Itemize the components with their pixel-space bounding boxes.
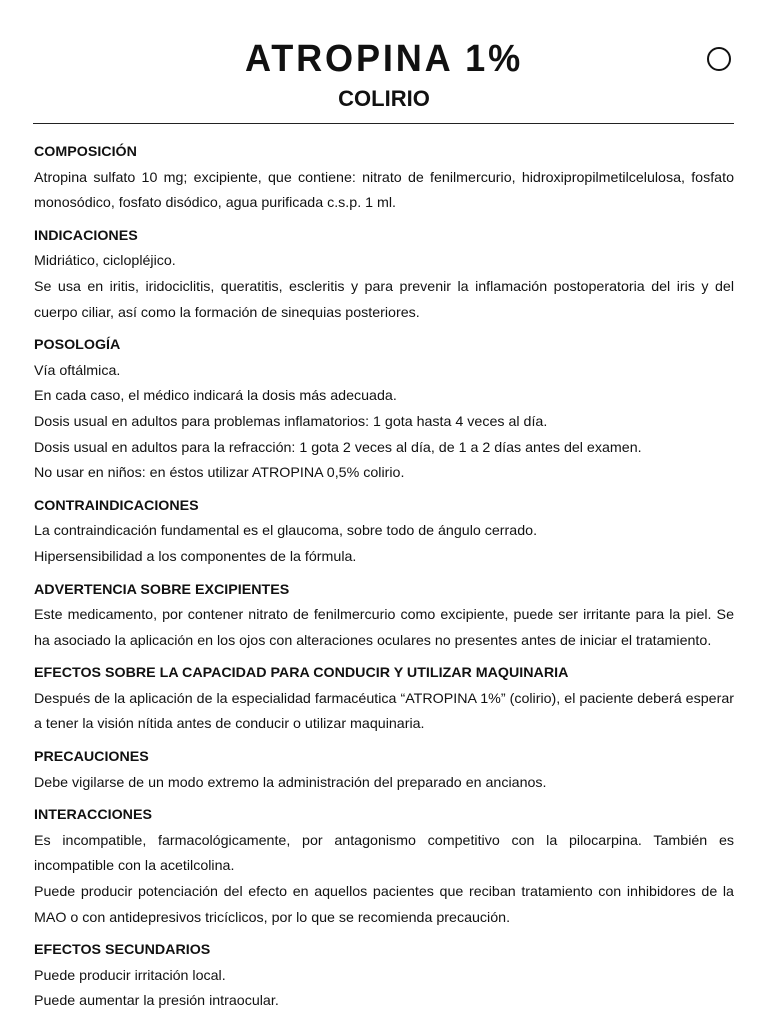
section-paragraph: Se usa en iritis, iridociclitis, queratitis, escleritis y para prevenir la inflamación postoperatoria del iris y del cuerpo ciliar, así como la formación de sinequias posteriores. (34, 278, 734, 321)
section-title: INDICACIONES (34, 227, 138, 244)
section-composicion (34, 140, 734, 217)
section-precauciones (34, 745, 734, 796)
circle-mark-icon (707, 47, 731, 71)
header-divider (33, 123, 734, 124)
section-paragraph: La contraindicación fundamental es el glaucoma, sobre todo de ángulo cerrado. (34, 523, 538, 540)
section-title: CONTRAINDICACIONES (34, 497, 199, 514)
section-title: EFECTOS SECUNDARIOS (34, 942, 211, 959)
leaflet-header (0, 36, 768, 113)
section-paragraph: Vía oftálmica. (34, 362, 121, 379)
section-title: PRECAUCIONES (34, 749, 149, 766)
section-conducir-maquinaria (34, 661, 734, 738)
section-advertencia-excipientes (34, 578, 734, 655)
section-paragraph: Midriático, ciclopléjico. (34, 253, 176, 270)
section-paragraph: Dosis usual en adultos para la refracción: 1 gota 2 veces al día, de 1 a 2 días antes del examen. (34, 439, 642, 456)
section-indicaciones (34, 224, 734, 326)
section-title: INTERACCIONES (34, 807, 152, 824)
section-paragraph: No usar en niños: en éstos utilizar ATROPINA 0,5% colirio. (34, 465, 405, 482)
section-paragraph: Después de la aplicación de la especialidad farmacéutica “ATROPINA 1%” (colirio), el paciente deberá esperar a tener la visión nítida antes de conducir o utilizar maquinaria. (34, 690, 734, 733)
leaflet-body (34, 140, 734, 1015)
section-paragraph: Dosis usual en adultos para problemas inflamatorios: 1 gota hasta 4 veces al día. (34, 413, 548, 430)
section-paragraph: Puede aumentar la presión intraocular. (34, 993, 279, 1010)
section-posologia (34, 333, 734, 487)
section-paragraph: Debe vigilarse de un modo extremo la administración del preparado en ancianos. (34, 774, 547, 791)
section-efectos-secundarios (34, 938, 734, 1015)
section-paragraph: Hipersensibilidad a los componentes de la fórmula. (34, 548, 357, 565)
section-title: COMPOSICIÓN (34, 144, 137, 160)
section-paragraph: Atropina sulfato 10 mg; excipiente, que contiene: nitrato de fenilmercurio, hidroxipropilmetilcelulosa, fosfato monosódico, fosfato disódico, agua purificada c.s.p. 1 ml. (34, 169, 734, 212)
document-title: ATROPINA 1% (244, 38, 524, 80)
section-paragraph: Puede producir irritación local. (34, 967, 226, 984)
section-title: ADVERTENCIA SOBRE EXCIPIENTES (34, 581, 290, 598)
section-title: EFECTOS SOBRE LA CAPACIDAD PARA CONDUCIR Y UTILIZAR MAQUINARIA (34, 665, 569, 682)
section-paragraph: En cada caso, el médico indicará la dosis más adecuada. (34, 388, 397, 405)
section-interacciones (34, 803, 734, 931)
section-paragraph: Es incompatible, farmacológicamente, por antagonismo competitivo con la pilocarpina. También es incompatible con la acetilcolina. (34, 832, 734, 875)
section-contraindicaciones (34, 494, 734, 571)
section-paragraph: Este medicamento, por contener nitrato de fenilmercurio como excipiente, puede ser irritante para la piel. Se ha asociado la aplicación en los ojos con alteraciones oculares no presentes antes de iniciar el tratamiento. (34, 607, 734, 649)
section-title: POSOLOGÍA (34, 337, 121, 354)
document-subtitle: COLIRIO (338, 86, 430, 111)
section-paragraph: Puede producir potenciación del efecto en aquellos pacientes que reciban tratamiento con inhibidores de la MAO o con antidepresivos tricíclicos, por lo que se recomienda precaución. (34, 884, 734, 926)
